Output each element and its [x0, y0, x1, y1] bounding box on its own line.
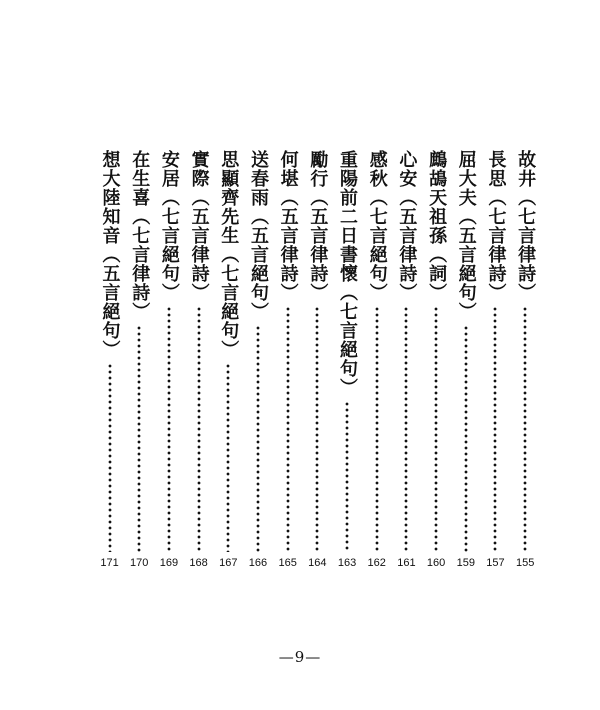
toc-entry-page: 165 [278, 557, 297, 569]
toc-entry-title: 屈大夫（五言絕句） [455, 150, 477, 321]
toc-entry-page: 164 [308, 557, 327, 569]
toc-entry [273, 150, 303, 570]
toc-entry-title: 送春雨（五言絕句） [247, 150, 269, 321]
toc-entry-title: 心安（五言律詩） [396, 150, 418, 302]
dot-leader [256, 325, 260, 552]
toc-entry-page: 168 [189, 557, 208, 569]
toc-entry-title: 安居（七言絕句） [158, 150, 180, 302]
toc-entry-page: 166 [248, 557, 268, 569]
toc-entry-page: 167 [219, 557, 238, 569]
toc-entry [510, 150, 540, 570]
toc-entry-page: 160 [426, 557, 446, 569]
dot-leader [523, 306, 527, 552]
toc-entry [124, 150, 154, 570]
toc-entry-page: 161 [397, 557, 416, 569]
toc-entry-title: 長思（七言律詩） [485, 150, 507, 302]
page-number: —9— [278, 648, 322, 666]
toc-entry-page: 157 [486, 557, 505, 569]
toc-entry [332, 150, 362, 570]
toc-entry-page: 163 [337, 557, 357, 569]
dot-leader [464, 325, 468, 552]
dot-leader [315, 306, 319, 552]
toc-entry-title: 勵行（五言律詩） [307, 150, 329, 302]
dot-leader [226, 363, 230, 552]
table-of-contents [60, 150, 540, 570]
toc-entry-page: 159 [456, 557, 475, 569]
dot-leader [375, 306, 379, 552]
dot-leader [197, 306, 201, 552]
toc-entry [392, 150, 422, 570]
toc-entry-page: 169 [159, 557, 179, 569]
dot-leader [493, 306, 497, 552]
toc-entry-title: 感秋（七言絕句） [366, 150, 388, 302]
toc-entry-title: 何堪（五言律詩） [277, 150, 299, 302]
dot-leader [345, 401, 349, 552]
dot-leader [108, 363, 112, 552]
dot-leader [137, 325, 141, 552]
toc-entry-title: 故井（七言律詩） [515, 150, 537, 302]
toc-entry [184, 150, 214, 570]
toc-entry-title: 想大陸知音（五言絕句） [99, 150, 121, 359]
dot-leader [167, 306, 171, 552]
toc-entry-page: 171 [100, 557, 119, 569]
toc-entry-title: 在生喜（七言律詩） [129, 150, 151, 321]
dot-leader [434, 306, 438, 552]
toc-entry [421, 150, 451, 570]
toc-entry [213, 150, 243, 570]
toc-entry [481, 150, 511, 570]
dot-leader [286, 306, 290, 552]
toc-entry-title: 思顯齊先生（七言絕句） [218, 150, 240, 359]
toc-entry [303, 150, 333, 570]
toc-entry [154, 150, 184, 570]
toc-entry [451, 150, 481, 570]
toc-entry-title: 實際（五言律詩） [188, 150, 210, 302]
toc-entry-page: 162 [367, 557, 386, 569]
dot-leader [404, 306, 408, 552]
toc-entry [95, 150, 125, 570]
toc-entry-title: 重陽前二日書懷（七言絕句） [337, 150, 359, 397]
toc-entry [362, 150, 392, 570]
toc-entry-title: 鷓鴣天祖孫（詞） [426, 150, 448, 302]
toc-entry-page: 170 [130, 557, 149, 569]
toc-entry-page: 155 [515, 557, 535, 569]
toc-entry [243, 150, 273, 570]
